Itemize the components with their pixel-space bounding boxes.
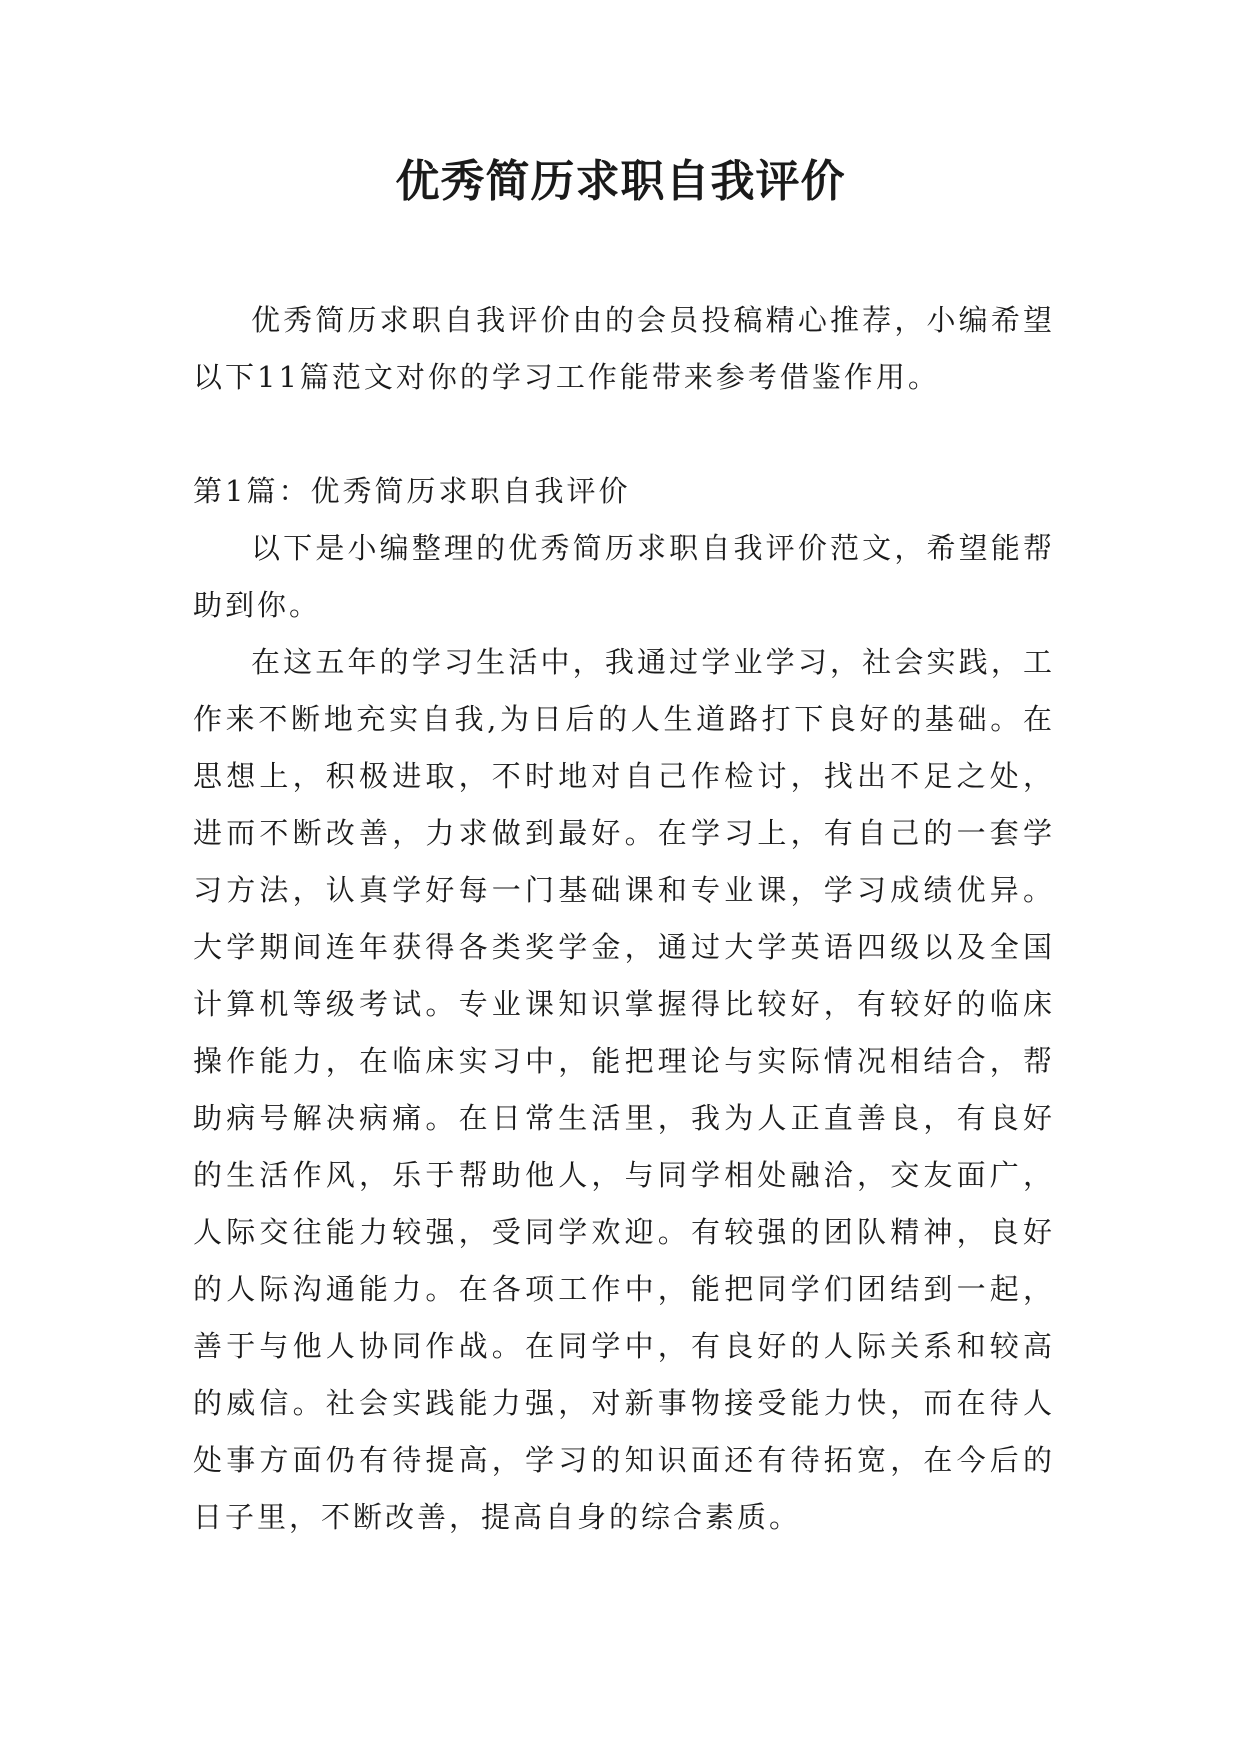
section-heading: 第1篇：优秀简历求职自我评价 xyxy=(193,474,631,508)
section-paragraph-2: 在这五年的学习生活中，我通过学业学习，社会实践，工作来不断地充实自我,为日后的人生道路打下良好的基础。在思想上，积极进取，不时地对自己作检讨，找出不足之处，进而不断改善，力求做到最好。在学习上，有自己的一套学习方法，认真学好每一门基础课和专业课，学习成绩优异。大学期间连年获得各类奖学金，通过大学英语四级以及全国计算机等级考试。专业课知识掌握得比较好，有较好的临床操作能力，在临床实习中，能把理论与实际情况相结合，帮助病号解决病痛。在日常生活里，我为人正直善良，有良好的生活作风，乐于帮助他人，与同学相处融洽，交友面广，人际交往能力较强，受同学欢迎。有较强的团队精神，良好的人际沟通能力。在各项工作中，能把同学们团结到一起，善于与他人协同作战。在同学中，有良好的人际关系和较高的威信。社会实践能力强，对新事物接受能力快，而在待人处事方面仍有待提高，学习的知识面还有待拓宽，在今后的日子里，不断改善，提高自身的综合素质。 xyxy=(193,645,1055,1534)
document-body xyxy=(193,292,1055,1546)
intro-paragraph: 优秀简历求职自我评价由的会员投稿精心推荐，小编希望以下11篇范文对你的学习工作能带来参考借鉴作用。 xyxy=(193,303,1055,394)
document-title: 优秀简历求职自我评价 xyxy=(395,156,846,207)
paragraph-spacer xyxy=(193,406,1055,463)
section-paragraph-1: 以下是小编整理的优秀简历求职自我评价范文，希望能帮助到你。 xyxy=(193,531,1055,622)
